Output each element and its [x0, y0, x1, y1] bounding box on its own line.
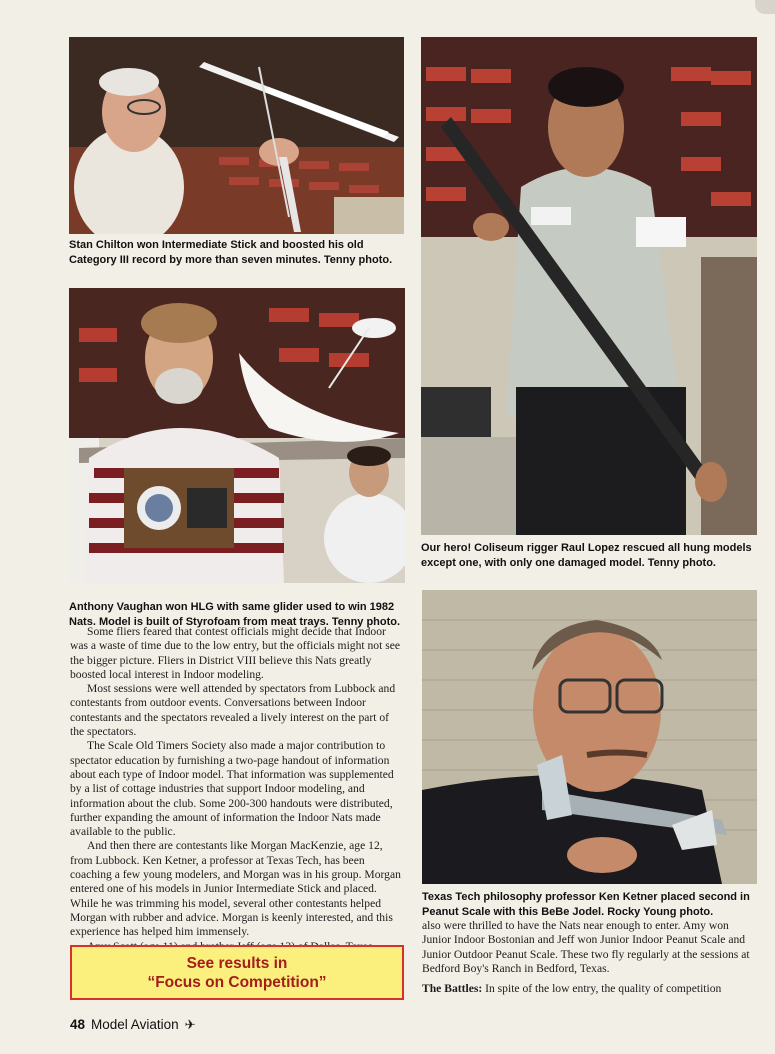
caption-raul-lopez: Our hero! Coliseum rigger Raul Lopez rescued all hung models except one, with only one damaged model. Tenny photo. [421, 542, 752, 569]
photo-ken-ketner [422, 590, 757, 884]
results-line-1: See results in [186, 955, 288, 972]
page-footer [70, 1017, 196, 1033]
magazine-title: Model Aviation [91, 1017, 179, 1032]
battles-text: In spite of the low entry, the quality of competition [482, 982, 722, 996]
page-number: 48 [70, 1017, 86, 1032]
battles-heading: The Battles: [422, 982, 483, 996]
paragraph-battles [422, 982, 758, 996]
paragraph-3: The Scale Old Timers Society also made a major contribution to spectator education by furnishing a two-page handout of information about each type of Indoor model. That information was supplemented by a list of cottage industries that support Indoor modeling, and information about the club. Some 200-300 handouts were distributed, further expanding the amount of information the Indoor Nats made available to the public. [70, 739, 394, 839]
paragraph-continuation: also were thrilled to have the Nats near enough to enter. Amy won Junior Indoor Bostonian and Jeff won Junior Indoor Peanut Scale and Junior Outdoor Peanut Scale. These two fly regularly at the sessions at Bedford Boy's Ranch in Bedford, Texas. [422, 919, 750, 975]
results-callout-box [70, 945, 404, 1000]
left-column-text [70, 625, 406, 954]
caption-ken-ketner: Texas Tech philosophy professor Ken Ketner placed second in Peanut Scale with this BeBe Jodel. Rocky Young photo. [422, 891, 750, 918]
airplane-icon: ✈ [184, 1017, 196, 1032]
page-corner-tab [755, 0, 775, 14]
results-line-2: “Focus on Competition” [147, 974, 327, 991]
photo-stan-chilton [69, 37, 404, 234]
paragraph-4: And then there are contestants like Morgan MacKenzie, age 12, from Lubbock. Ken Ketner, a professor at Texas Tech, has been coaching a few young modelers, and Morgan was in his group. Morgan entered one of his models in Junior Intermediate Stick and placed. While he was trimming his model, several other contestants helped Morgan with rubber and advice. Morgan is keenly interested, and this experience has helped him immensely. [70, 839, 401, 939]
paragraph-2: Most sessions were well attended by spectators from Lubbock and contestants from outdoor events. Conversations between Indoor contestants and the spectators revealed a lively interest on the part of the spectators. [70, 682, 396, 739]
caption-anthony-vaughan: Anthony Vaughan won HLG with same glider used to win 1982 Nats. Model is built of Styrofoam from meat trays. Tenny photo. [69, 601, 401, 628]
photo-anthony-vaughan [69, 288, 405, 583]
paragraph-1: Some fliers feared that contest officials might decide that Indoor was a waste of time due to the low entry, but the officials might not see the bigger picture. Fliers in District VIII believe this Nats greatly boosted local interest in Indoor modeling. [70, 625, 401, 681]
photo-raul-lopez [421, 37, 757, 535]
right-column-text [422, 919, 758, 996]
caption-stan-chilton: Stan Chilton won Intermediate Stick and boosted his old Category III record by more than seven minutes. Tenny photo. [69, 239, 393, 266]
